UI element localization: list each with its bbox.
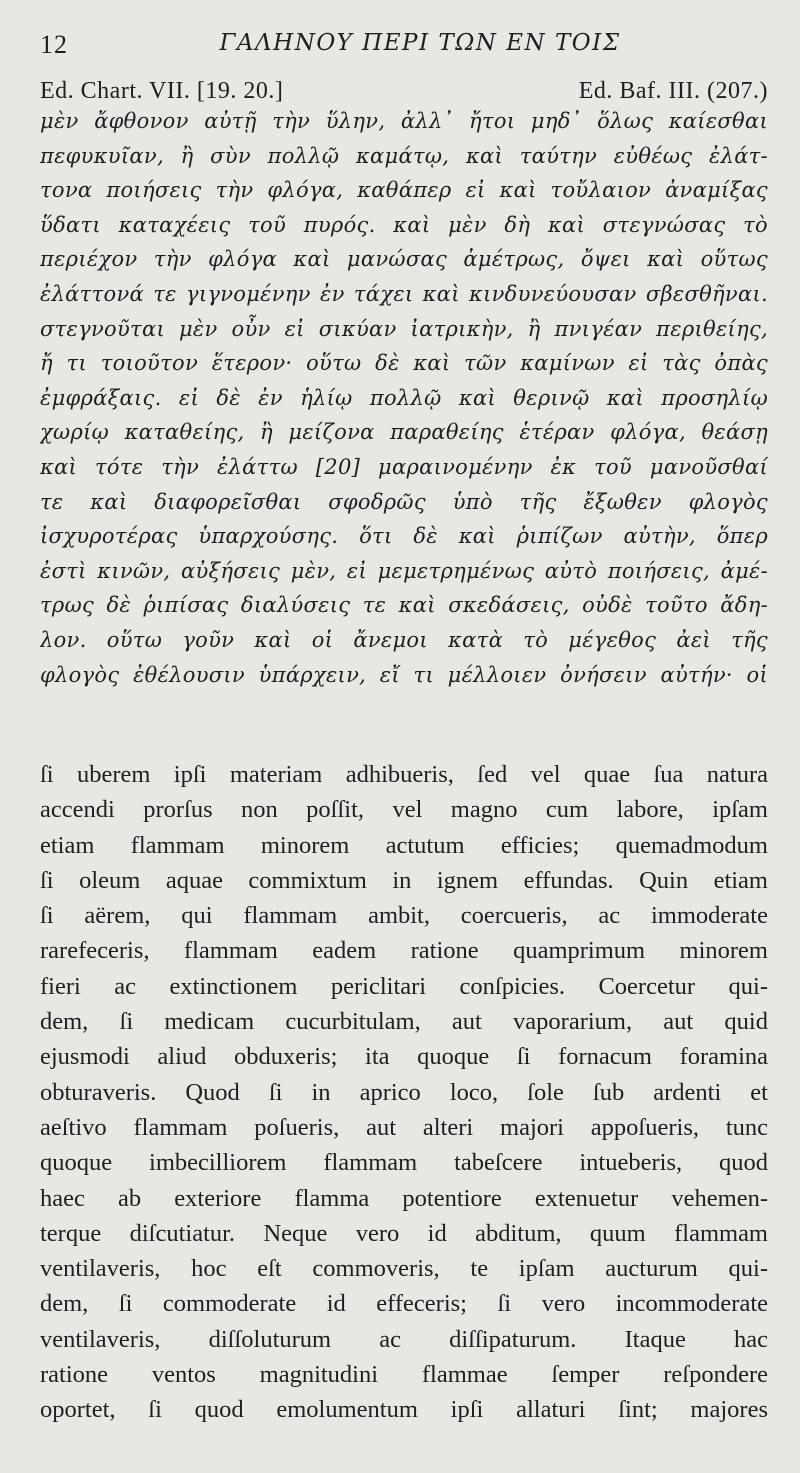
latin-line: ratione ventos magnitudini flammae ſemper reſpondere: [40, 1361, 768, 1389]
latin-line: rarefeceris, flammam eadem ratione quamprimum minorem: [40, 937, 768, 965]
greek-line: ἤ τι τοιοῦτον ἕτερον· οὕτω δὲ καὶ τῶν καμίνων εἰ τὰς ὀπὰς: [40, 351, 768, 376]
greek-line: ἐλάττονά τε γιγνομένην ἐν τάχει καὶ κινδυνεύουσαν σβεσθῆναι.: [40, 281, 768, 306]
latin-line: obturaveris. Quod ſi in aprico loco, ſole ſub ardenti et: [40, 1078, 768, 1106]
running-title: ΓΑΛΗΝΟΥ ΠΕΡΙ ΤΩΝ ΕΝ ΤΟΙΣ: [219, 30, 621, 56]
greek-line: ἰσχυροτέρας ὑπαρχούσης. ὅτι δὲ καὶ ῥιπίζων αὐτὴν, ὅπερ: [40, 524, 768, 549]
greek-line: φλογὸς ἐθέλουσιν ὑπάρχειν, εἴ τι μέλλοιεν ὀνήσειν αὐτήν· οἱ: [40, 662, 768, 687]
greek-text-block: [40, 104, 768, 692]
edition-basel-reference: Ed. Baf. III. (207.): [578, 78, 768, 104]
greek-line: λον. οὕτω γοῦν καὶ οἱ ἄνεμοι κατὰ τὸ μέγεθος ἀεὶ τῆς: [40, 627, 768, 652]
page-number: 12: [40, 30, 68, 59]
latin-line: aeſtivo flammam poſueris, aut alteri majori appoſueris, tunc: [40, 1113, 768, 1141]
greek-line: τε καὶ διαφορεῖσθαι σφοδρῶς ὑπὸ τῆς ἔξωθεν φλογὸς: [40, 489, 768, 514]
latin-line: ſi oleum aquae commixtum in ignem effundas. Quin etiam: [40, 866, 768, 894]
latin-line: ventilaveris, hoc eſt commoveris, te ipſam aucturum qui-: [40, 1255, 768, 1283]
latin-line: ſi uberem ipſi materiam adhibueris, ſed vel quae ſua natura: [40, 761, 768, 788]
greek-line: περιέχον τὴν φλόγα καὶ μανώσας ἀμέτρως, ὄψει καὶ οὕτως: [40, 247, 768, 272]
latin-line: ventilaveris, diſſoluturum ac diſſipaturum. Itaque hac: [40, 1325, 768, 1353]
greek-line: μὲν ἄφθονον αὐτῇ τὴν ὕλην, ἀλλ᾽ ἤτοι μηδ᾽ ὅλως καίεσθαι: [40, 109, 768, 133]
greek-line: χωρίῳ καταθείης, ἢ μείζονα παραθείης ἑτέραν φλόγα, θεάσῃ: [40, 420, 768, 445]
latin-line: dem, ſi medicam cucurbitulam, aut vaporarium, aut quid: [40, 1008, 768, 1036]
edition-chartier-reference: Ed. Chart. VII. [19. 20.]: [40, 78, 284, 104]
latin-line: dem, ſi commoderate id effeceris; ſi vero incommoderate: [40, 1290, 768, 1318]
page-header: [0, 24, 800, 68]
latin-line: ſi aërem, qui flammam ambit, coercueris, ac immoderate: [40, 902, 768, 930]
latin-line: haec ab exteriore flamma potentiore extenuetur vehemen-: [40, 1184, 768, 1212]
greek-line: στεγνοῦται μὲν οὖν εἰ σικύαν ἰατρικὴν, ἢ πνιγέαν περιθείης,: [40, 316, 768, 341]
greek-line: τονα ποιήσεις τὴν φλόγα, καθάπερ εἰ καὶ τοὔλαιον ἀναμίξας: [40, 178, 768, 203]
latin-text-block: [40, 757, 768, 1428]
greek-line: καὶ τότε τὴν ἐλάττω [20] μαραινομένην ἐκ τοῦ μανοῦσθαί: [40, 454, 768, 479]
greek-line: τρως δὲ ῥιπίσας διαλύσεις τε καὶ σκεδάσεις, οὐδὲ τοῦτο ἄδη-: [40, 593, 768, 618]
latin-line: fieri ac extinctionem periclitari conſpicies. Coercetur qui-: [40, 972, 768, 1000]
greek-line: πεφυκυῖαν, ἢ σὺν πολλῷ καμάτῳ, καὶ ταύτην εὐθέως ἐλάτ-: [40, 143, 768, 168]
greek-line: ὕδατι καταχέεις τοῦ πυρός. καὶ μὲν δὴ καὶ στεγνώσας τὸ: [40, 212, 768, 237]
greek-line: ἐμφράξαις. εἰ δὲ ἐν ἡλίῳ πολλῷ καὶ θερινῷ καὶ προσηλίῳ: [40, 385, 768, 410]
latin-line: quoque imbecilliorem flammam tabeſcere intueberis, quod: [40, 1149, 768, 1177]
greek-line: ἐστὶ κινῶν, αὐξήσεις μὲν, εἰ μεμετρημένως αὐτὸ ποιήσεις, ἀμέ-: [40, 558, 768, 583]
latin-line: ejusmodi aliud obduxeris; ita quoque ſi fornacum foramina: [40, 1043, 768, 1071]
latin-line: oportet, ſi quod emolumentum ipſi allaturi ſint; majores: [40, 1396, 768, 1424]
latin-line: terque diſcutiatur. Neque vero id abditum, quum flammam: [40, 1219, 768, 1247]
latin-line: accendi prorſus non poſſit, vel magno cum labore, ipſam: [40, 796, 768, 824]
latin-line: etiam flammam minorem actutum efficies; quemadmodum: [40, 831, 768, 859]
